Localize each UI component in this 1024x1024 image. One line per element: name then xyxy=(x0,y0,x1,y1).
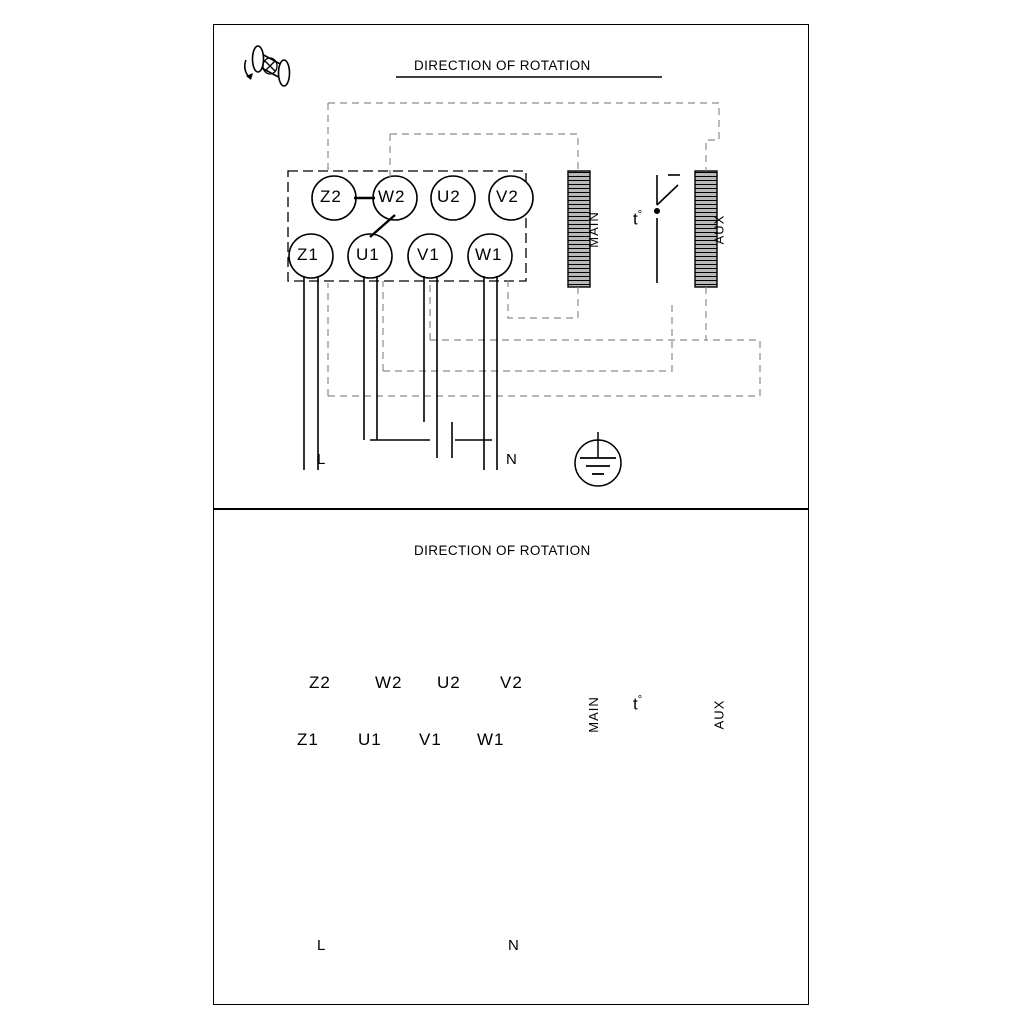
terminal-v1-bottom: V1 xyxy=(419,730,442,749)
terminal-w1-top: W1 xyxy=(475,245,503,264)
terminal-u1-bottom: U1 xyxy=(358,730,382,749)
terminal-u1-top: U1 xyxy=(356,245,380,264)
terminal-z2-bottom: Z2 xyxy=(309,673,331,692)
earth-ground-symbol-top xyxy=(575,432,621,486)
coil-aux-label-top: AUX xyxy=(711,214,727,245)
line-label-n-top: N xyxy=(506,451,517,468)
terminal-u2-top: U2 xyxy=(437,187,461,206)
rotation-label-top: DIRECTION OF ROTATION xyxy=(414,58,591,73)
terminal-v2-top: V2 xyxy=(496,187,519,206)
terminal-w2-bottom: W2 xyxy=(375,673,403,692)
wiring-diagram-panel-bottom xyxy=(213,509,809,1005)
line-label-l-bottom: L xyxy=(317,937,326,954)
thermal-switch-label-top: t° xyxy=(633,209,643,229)
terminal-z1-bottom: Z1 xyxy=(297,730,319,749)
line-label-l-top: L xyxy=(317,451,326,468)
terminal-u2-bottom: U2 xyxy=(437,673,461,692)
terminal-z1-top: Z1 xyxy=(297,245,319,264)
terminal-w1-bottom: W1 xyxy=(477,730,505,749)
terminal-z2-top: Z2 xyxy=(320,187,342,206)
motor-shaft-rotation-ccw-icon xyxy=(245,46,290,86)
terminal-w2-top: W2 xyxy=(378,187,406,206)
thermal-switch-top xyxy=(654,175,680,283)
coil-aux-label-bottom: AUX xyxy=(711,699,727,730)
coil-main-label-bottom: MAIN xyxy=(585,696,601,733)
terminal-v1-top: V1 xyxy=(417,245,440,264)
coil-main-label-top: MAIN xyxy=(585,211,601,248)
thermal-switch-label-bottom: t° xyxy=(633,694,643,714)
terminal-v2-bottom: V2 xyxy=(500,673,523,692)
rotation-label-bottom: DIRECTION OF ROTATION xyxy=(414,543,591,558)
line-label-n-bottom: N xyxy=(508,937,519,954)
top-panel-graphics xyxy=(245,46,760,486)
